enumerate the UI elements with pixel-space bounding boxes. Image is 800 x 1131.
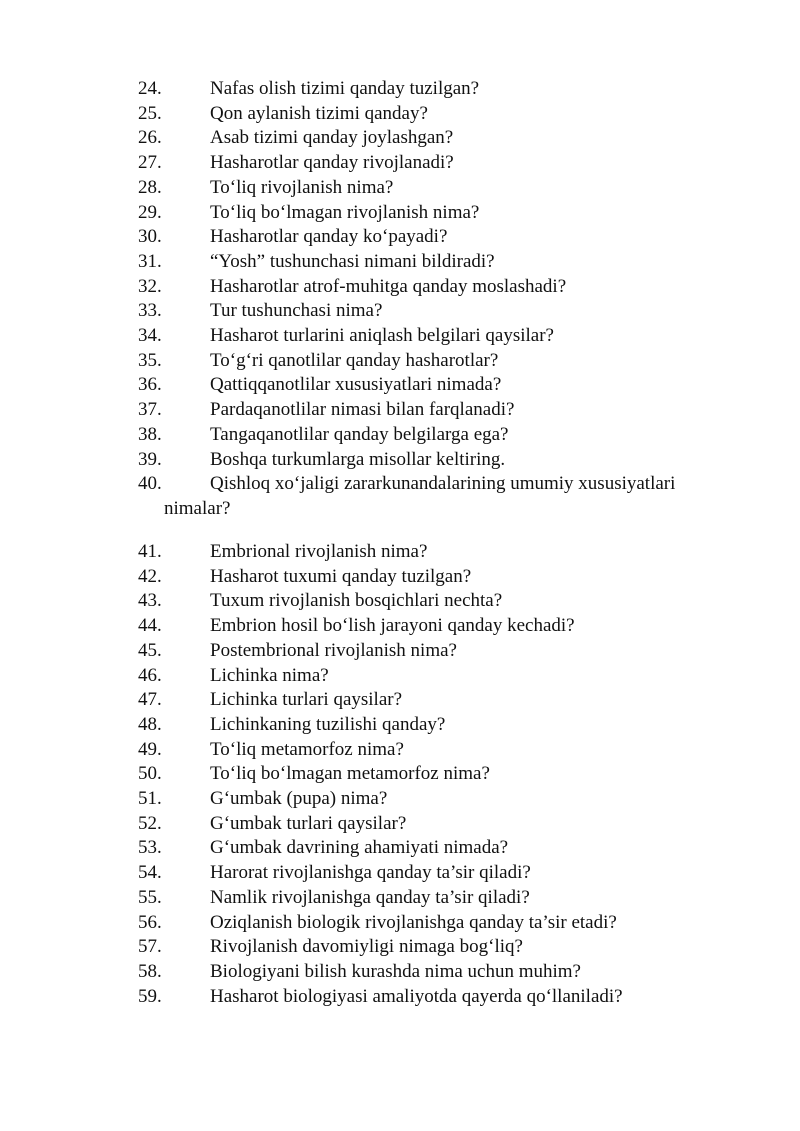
question-number: 40. [138, 473, 162, 494]
question-item [138, 639, 748, 664]
question-item [138, 836, 748, 861]
question-item [138, 423, 748, 448]
question-text: Lichinka turlari qaysilar? [210, 689, 403, 711]
question-item [138, 349, 748, 374]
question-item [138, 126, 748, 151]
question-text: Hasharotlar atrof-muhitga qanday moslashadi? [210, 275, 567, 297]
question-number: 57. [138, 936, 162, 958]
question-number: 47. [138, 689, 162, 711]
question-text: Boshqa turkumlarga misollar keltiring. [210, 448, 506, 470]
question-text: Lichinka nima? [210, 664, 329, 686]
question-text: Hasharot turlarini aniqlash belgilari qaysilar? [210, 325, 554, 347]
question-text: Harorat rivojlanishga qanday ta’sir qiladi? [210, 862, 531, 884]
question-number: 49. [138, 738, 162, 760]
question-item [138, 886, 748, 911]
question-item [138, 250, 748, 275]
question-number: 30. [138, 226, 162, 248]
question-text: To‘liq bo‘lmagan metamorfoz nima? [210, 763, 490, 785]
question-text: To‘liq rivojlanish nima? [210, 176, 394, 198]
question-number: 52. [138, 812, 162, 834]
question-number: 48. [138, 713, 162, 735]
question-number: 50. [138, 763, 162, 785]
question-number: 33. [138, 300, 162, 322]
question-number: 56. [138, 911, 162, 933]
question-text: Tangaqanotlilar qanday belgilarga ega? [210, 423, 509, 445]
question-item [138, 762, 748, 787]
question-item [138, 324, 748, 349]
question-number: 44. [138, 615, 162, 637]
question-number: 31. [138, 250, 162, 272]
question-text: Hasharot biologiyasi amaliyotda qayerda qo‘llaniladi? [210, 985, 623, 1007]
question-item [138, 398, 748, 423]
question-text: “Yosh” tushunchasi nimani bildiradi? [210, 250, 495, 272]
question-item [138, 176, 748, 201]
question-item [138, 589, 748, 614]
question-item [138, 688, 748, 713]
question-number: 51. [138, 788, 162, 810]
question-item [138, 275, 748, 300]
question-item [138, 812, 748, 837]
question-item [138, 77, 748, 102]
question-text: Qon aylanish tizimi qanday? [210, 102, 428, 124]
question-text: Tur tushunchasi nima? [210, 300, 383, 322]
question-number: 24. [138, 78, 162, 99]
question-item [138, 151, 748, 176]
question-item [138, 960, 748, 985]
question-text: Nafas olish tizimi qanday tuzilgan? [210, 78, 480, 99]
question-text: Hasharot tuxumi qanday tuzilgan? [210, 565, 472, 587]
question-text: Rivojlanish davomiyligi nimaga bog‘liq? [210, 936, 523, 958]
question-number: 35. [138, 349, 162, 371]
question-item-40 [138, 472, 748, 521]
question-text: Postembrional rivojlanish nima? [210, 639, 457, 661]
question-item [138, 861, 748, 886]
question-number: 28. [138, 176, 162, 198]
question-text: G‘umbak (pupa) nima? [210, 788, 388, 810]
question-item [138, 201, 748, 226]
question-item [138, 373, 748, 398]
question-number: 25. [138, 102, 162, 124]
question-text: G‘umbak davrining ahamiyati nimada? [210, 837, 509, 859]
question-number: 58. [138, 960, 162, 982]
question-text: To‘liq bo‘lmagan rivojlanish nima? [210, 201, 480, 223]
question-item [138, 935, 748, 960]
question-number: 26. [138, 127, 162, 149]
question-item [138, 448, 748, 473]
question-text: Embrion hosil bo‘lish jarayoni qanday kechadi? [210, 615, 575, 637]
question-number: 27. [138, 152, 162, 174]
question-text: Hasharotlar qanday ko‘payadi? [210, 226, 448, 248]
question-text: Asab tizimi qanday joylashgan? [210, 127, 454, 149]
question-text-continuation: nimalar? [164, 497, 231, 519]
question-item [138, 614, 748, 639]
question-text: Oziqlanish biologik rivojlanishga qanday ta’sir etadi? [210, 911, 617, 933]
question-text: Embrional rivojlanish nima? [210, 541, 428, 562]
question-text: Namlik rivojlanishga qanday ta’sir qiladi? [210, 886, 530, 908]
question-item [138, 738, 748, 763]
question-number: 39. [138, 448, 162, 470]
question-number: 46. [138, 664, 162, 686]
question-item [138, 713, 748, 738]
question-text: To‘liq metamorfoz nima? [210, 738, 404, 760]
question-number: 54. [138, 862, 162, 884]
question-item [138, 565, 748, 590]
question-item [138, 787, 748, 812]
question-number: 37. [138, 399, 162, 421]
question-number: 45. [138, 639, 162, 661]
question-text: To‘g‘ri qanotlilar qanday hasharotlar? [210, 349, 499, 371]
question-number: 41. [138, 541, 162, 562]
question-number: 55. [138, 886, 162, 908]
question-item [138, 225, 748, 250]
question-item [138, 985, 748, 1010]
question-number: 36. [138, 374, 162, 396]
question-item [138, 299, 748, 324]
question-number: 32. [138, 275, 162, 297]
question-number: 53. [138, 837, 162, 859]
question-text: Tuxum rivojlanish bosqichlari nechta? [210, 590, 503, 612]
question-number: 38. [138, 423, 162, 445]
question-list-b [138, 540, 748, 1009]
question-text: Biologiyani bilish kurashda nima uchun muhim? [210, 960, 581, 982]
question-text: Lichinkaning tuzilishi qanday? [210, 713, 446, 735]
question-item [138, 540, 748, 565]
question-number: 34. [138, 325, 162, 347]
question-text: Qishloq xo‘jaligi zararkunandalarining umumiy xususiyatlari [210, 473, 676, 494]
question-list-a [138, 77, 748, 472]
question-text: Pardaqanotlilar nimasi bilan farqlanadi? [210, 399, 515, 421]
question-item [138, 102, 748, 127]
question-text: Qattiqqanotlilar xususiyatlari nimada? [210, 374, 502, 396]
question-item [138, 664, 748, 689]
question-item [138, 911, 748, 936]
question-number: 59. [138, 985, 162, 1007]
question-number: 29. [138, 201, 162, 223]
question-number: 42. [138, 565, 162, 587]
question-number: 43. [138, 590, 162, 612]
question-text: G‘umbak turlari qaysilar? [210, 812, 407, 834]
question-text: Hasharotlar qanday rivojlanadi? [210, 152, 454, 174]
